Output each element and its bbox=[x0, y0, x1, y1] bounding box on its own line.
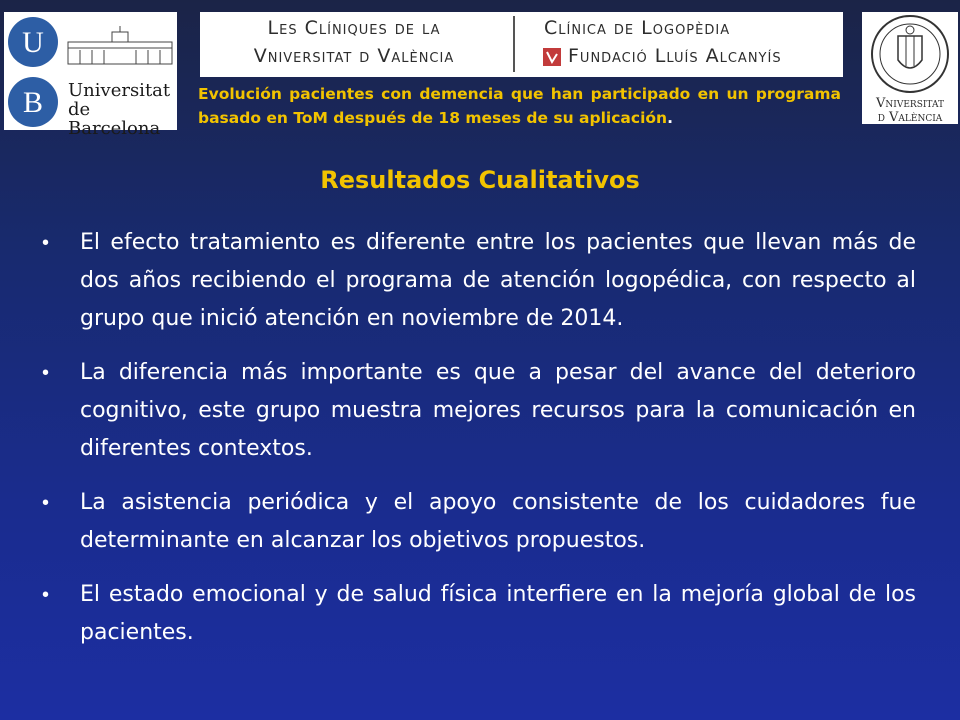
ub-name-line1: Universitat bbox=[68, 80, 171, 101]
uv-name-line1: Vniversitat bbox=[876, 96, 944, 111]
ub-letter-u: U bbox=[22, 26, 44, 59]
bullet-dot-icon: • bbox=[42, 362, 50, 384]
bullet-list bbox=[42, 224, 916, 668]
banner-clinic-name: Clínica de Logopèdia bbox=[544, 17, 731, 39]
building-icon bbox=[68, 26, 172, 64]
bullet-dot-icon: • bbox=[42, 232, 50, 254]
fundacio-mark-icon bbox=[543, 48, 561, 66]
subtitle-text: Evolución pacientes con demencia que han participado en un programa basado en ToM después de 18 meses de su aplicación bbox=[198, 85, 841, 127]
ub-logo bbox=[4, 12, 177, 139]
bullet-item bbox=[42, 484, 916, 560]
bullet-text: La diferencia más importante es que a pesar del avance del deterioro cognitivo, este grupo muestra mejores recursos para la comunicación en diferentes contextos. bbox=[80, 360, 916, 461]
banner-clinics-line2: Vniversitat d València bbox=[253, 45, 455, 67]
uv-seal-icon bbox=[862, 12, 958, 98]
bullet-text: El efecto tratamiento es diferente entre los pacientes que llevan más de dos años recibiendo el programa de atención logopédica, con respecto al grupo que inició atención en noviembre de 2014. bbox=[80, 230, 916, 331]
bullet-item bbox=[42, 576, 916, 652]
bullet-dot-icon: • bbox=[42, 584, 50, 606]
banner-clinics-line1: Les Clíniques de la bbox=[267, 17, 441, 39]
bullet-item bbox=[42, 224, 916, 338]
uv-logo bbox=[862, 12, 958, 124]
slide-subtitle bbox=[198, 82, 841, 130]
bullet-dot-icon: • bbox=[42, 492, 50, 514]
subtitle-period: . bbox=[667, 109, 673, 127]
ub-letter-b: B bbox=[22, 86, 44, 119]
ub-name-line2: de Barcelona bbox=[68, 99, 161, 139]
banner-divider bbox=[513, 16, 515, 72]
bullet-text: La asistencia periódica y el apoyo consistente de los cuidadores fue determinante en alcanzar los objetivos propuestos. bbox=[80, 490, 916, 553]
uv-name-line2: d València bbox=[877, 110, 943, 125]
clinics-banner bbox=[200, 12, 843, 77]
bullet-item bbox=[42, 354, 916, 468]
slide-title: Resultados Cualitativos bbox=[320, 166, 640, 194]
banner-foundation-name: Fundació Lluís Alcanyís bbox=[568, 45, 782, 67]
bullet-text: El estado emocional y de salud física interfiere en la mejoría global de los pacientes. bbox=[80, 582, 916, 645]
